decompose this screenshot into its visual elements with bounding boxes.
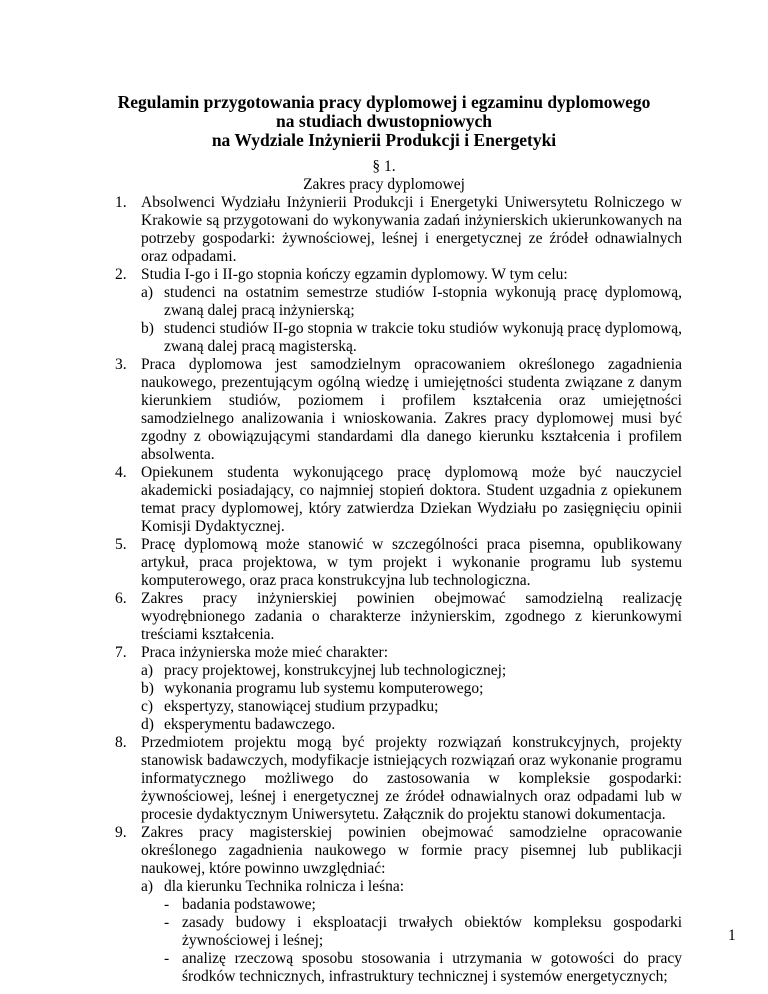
item-5-number: 5. xyxy=(115,536,127,553)
section-mark: § 1. xyxy=(372,158,396,175)
item-5-text: Pracę dyplomową może stanowić w szczególności praca pisemna, opublikowany artykuł, praca projektowa, w tym projekt i wykonanie programu lub systemu komputerowego, oraz praca konstrukcyjna lub technologiczna. xyxy=(141,536,682,589)
document-title-line-1: Regulamin przygotowania pracy dyplomowej i egzaminu dyplomowego xyxy=(117,92,651,112)
item-9a-text: dla kierunku Technika rolnicza i leśna: xyxy=(164,878,405,895)
item-7b-label: b) xyxy=(141,680,154,697)
item-7c-label: c) xyxy=(141,698,154,715)
item-7-number: 7. xyxy=(115,644,127,661)
item-1-text: Absolwenci Wydziału Inżynierii Produkcji i Energetyki Uniwersytetu Rolniczego w Krakowie są przygotowani do wykonywania zadań inżynierskich ukierunkowanych na potrzeby gospodarki: żywnościowej, leśnej i energetycznej ze źródeł odnawialnych oraz odpadami. xyxy=(141,194,682,265)
page-number: 1 xyxy=(728,927,736,944)
item-7c-text: ekspertyzy, stanowiącej studium przypadku; xyxy=(164,698,439,715)
item-6-text: Zakres pracy inżynierskiej powinien obejmować samodzielną realizację wyodrębnionego zadania o charakterze inżynierskim, zgodnego z kierunkowymi treściami kształcenia. xyxy=(141,590,682,643)
item-2a-text: studenci na ostatnim semestrze studiów I-stopnia wykonują pracę dyplomową, zwaną dalej pracą inżynierską; xyxy=(164,284,682,319)
item-9a-label: a) xyxy=(141,878,154,895)
item-4-text: Opiekunem studenta wykonującego pracę dyplomową może być nauczyciel akademicki posiadający, co najmniej stopień doktora. Student uzgadnia z opiekunem temat pracy dyplomowej, który zatwierdza Dziekan Wydziału po zasięgnięciu opinii Komisji Dydaktycznej. xyxy=(141,464,682,535)
item-9a-1-dash: - xyxy=(164,896,170,913)
item-7-text: Praca inżynierska może mieć charakter: xyxy=(141,644,389,661)
item-9a-1-text: badania podstawowe; xyxy=(182,896,316,913)
item-9a-3-text: analizę rzeczową sposobu stosowania i utrzymania w gotowości do pracy środków technicznych, infrastruktury technicznej i systemów energetycznych; xyxy=(182,950,682,985)
item-2-number: 2. xyxy=(115,266,127,283)
item-3-number: 3. xyxy=(115,356,127,373)
item-9a-2-text: zasady budowy i eksploatacji trwałych obiektów kompleksu gospodarki żywnościowej i leśnej; xyxy=(182,914,682,949)
item-8-number: 8. xyxy=(115,734,127,751)
item-2b-label: b) xyxy=(141,320,154,337)
item-9-text: Zakres pracy magisterskiej powinien obejmować samodzielne opracowanie określonego zagadnienia naukowego w formie pracy pisemnej lub publikacji naukowej, które powinno uwzględniać: xyxy=(141,824,682,877)
item-7d-label: d) xyxy=(141,716,154,733)
item-7d-text: eksperymentu badawczego. xyxy=(164,716,336,733)
section-title: Zakres pracy dyplomowej xyxy=(303,176,465,193)
item-2b-text: studenci studiów II-go stopnia w trakcie toku studiów wykonują pracę dyplomową, zwaną dalej pracą magisterską. xyxy=(164,320,682,355)
item-9-number: 9. xyxy=(115,824,127,841)
item-7b-text: wykonania programu lub systemu komputerowego; xyxy=(164,680,484,697)
item-4-number: 4. xyxy=(115,464,127,481)
item-7a-text: pracy projektowej, konstrukcyjnej lub technologicznej; xyxy=(164,662,507,679)
document-title-line-3: na Wydziale Inżynierii Produkcji i Energetyki xyxy=(211,130,557,150)
item-2a-label: a) xyxy=(141,284,154,301)
item-7a-label: a) xyxy=(141,662,154,679)
item-2-text: Studia I-go i II-go stopnia kończy egzamin dyplomowy. W tym celu: xyxy=(141,266,568,283)
item-9a-3-dash: - xyxy=(164,950,170,967)
document-title-line-2: na studiach dwustopniowych xyxy=(276,111,492,131)
item-9a-2-dash: - xyxy=(164,914,170,931)
item-6-number: 6. xyxy=(115,590,127,607)
item-3-text: Praca dyplomowa jest samodzielnym opracowaniem określonego zagadnienia naukowego, prezentującym ogólną wiedzę i umiejętności studenta związane z danym kierunkiem studiów, poziomem i profilem kształcenia oraz umiejętności samodzielnego analizowania i wnioskowania. Zakres pracy dyplomowej musi być zgodny z obowiązującymi standardami dla danego kierunku kształcenia i profilem absolwenta. xyxy=(141,356,682,463)
item-8-text: Przedmiotem projektu mogą być projekty rozwiązań konstrukcyjnych, projekty stanowisk badawczych, modyfikacje istniejących rozwiązań oraz wykonanie programu informatycznego możliwego do zastosowania w kompleksie gospodarki: żywnościowej, leśnej i energetycznej ze źródeł odnawialnych oraz odpadami lub w procesie dydaktycznym Uniwersytetu. Załącznik do projektu stanowi dokumentacja. xyxy=(141,734,682,823)
item-1-number: 1. xyxy=(115,194,127,211)
